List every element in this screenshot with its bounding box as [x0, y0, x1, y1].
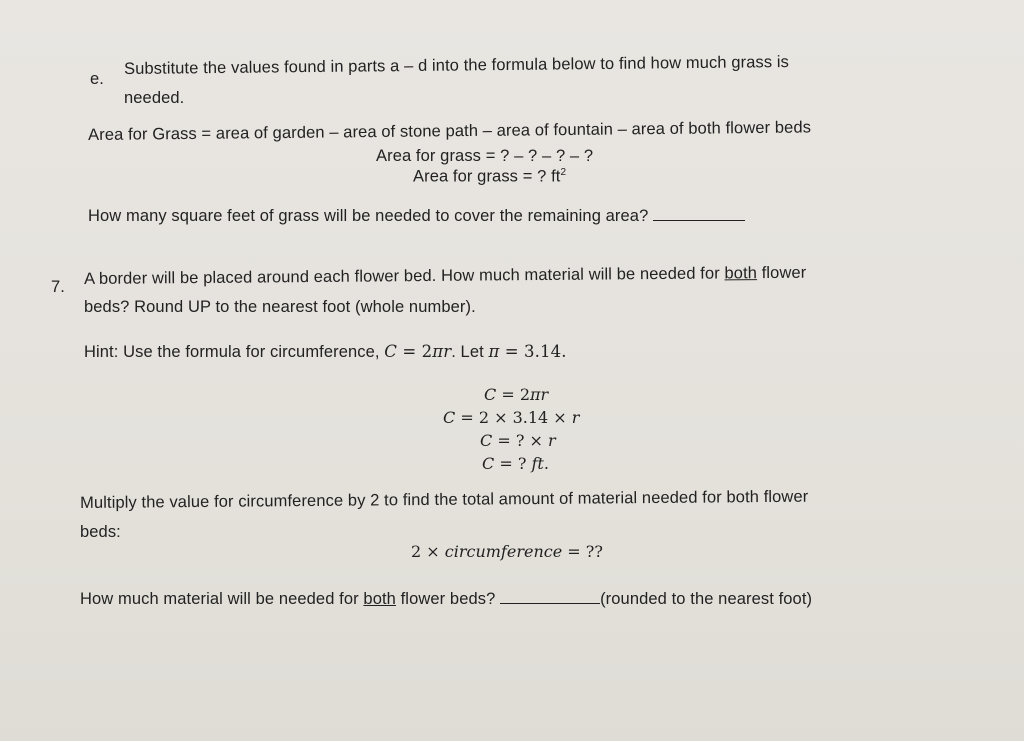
part-e-instruction-line1: Substitute the values found in parts a – d into the formula below to find how much grass is — [124, 53, 790, 78]
grass-substitution-line: Area for grass = ? – ? – ? – ? — [376, 147, 594, 165]
grass-question: How many square feet of grass will be needed to cover the remaining area? — [88, 207, 745, 226]
equation-step-2: C = 2 × 3.14 × r — [443, 408, 580, 427]
equation-step-4: C = ? ft. — [482, 454, 549, 473]
material-question: How much material will be needed for both flower beds? (rounded to the nearest foot) — [80, 590, 813, 608]
equation-step-1: C = 2πr — [484, 385, 549, 404]
grass-result-line: Area for grass = ? $ft^2$ — [413, 167, 567, 186]
multiply-instruction-line2: beds: — [80, 523, 121, 541]
grass-formula-line: Area for Grass = area of garden – area of stone path – area of fountain – area of both flower beds — [88, 118, 812, 144]
question-7-number: 7. — [51, 278, 65, 296]
multiply-instruction-line1: Multiply the value for circumference by 2 to find the total amount of material needed for both flower — [80, 487, 809, 512]
material-answer-blank[interactable] — [500, 591, 600, 604]
question-7-line2: beds? Round UP to the nearest foot (whole number). — [84, 298, 476, 316]
total-material-equation: 2 × circumference = ?? — [411, 542, 603, 561]
part-e-label: e. — [90, 70, 104, 88]
grass-answer-blank[interactable] — [653, 208, 745, 221]
part-e-instruction-line2: needed. — [124, 89, 185, 107]
question-7-line1: A border will be placed around each flower bed. How much material will be needed for both flower — [84, 263, 807, 288]
circumference-hint: Hint: Use the formula for circumference, C = 2πr. Let π = 3.14. — [84, 342, 567, 361]
equation-step-3: C = ? × r — [480, 431, 556, 450]
